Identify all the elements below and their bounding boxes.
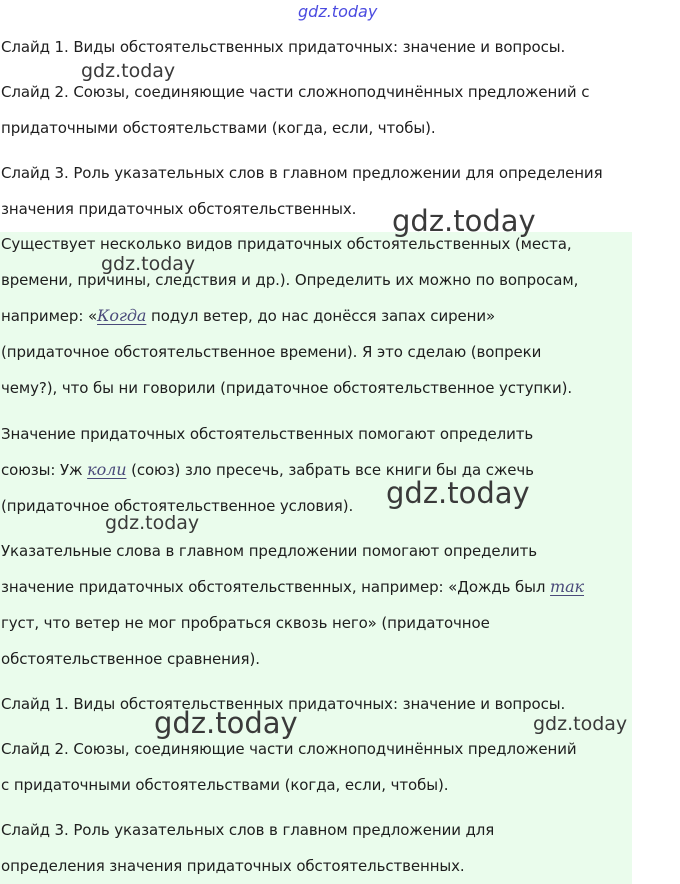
watermark: gdz.today xyxy=(105,512,200,534)
top-slide-3-line-1: Слайд 3. Роль указательных слов в главном предложении для определения xyxy=(1,164,603,182)
top-slide-2-line-1: Слайд 2. Союзы, соединяющие части сложноподчинённых предложений с xyxy=(1,83,590,101)
top-slide-3-line-2: значения придаточных обстоятельственных. xyxy=(1,200,357,218)
paragraph-conjunctions: Значение придаточных обстоятельственных помогают определить союзы: Уж коли (союз) зло пресечь, забрать все книги бы да сжечь (придаточное обстоятельственное условия). xyxy=(1,425,534,515)
watermark: gdz.today xyxy=(101,253,196,275)
watermark: gdz.today xyxy=(154,706,298,740)
handwritten-word-tak: так xyxy=(550,577,585,596)
watermark: gdz.today xyxy=(392,204,536,238)
handwritten-word-kogda: Когда xyxy=(97,306,147,325)
watermark: gdz.today xyxy=(386,476,530,510)
top-slide-2 xyxy=(1,74,589,146)
paragraph-types: Существует несколько видов придаточных обстоятельственных (места, времени, причины, следствия и др.). Определить их можно по вопросам, например: «Когда подул ветер, до нас донёсся запах сирени» (придаточное обстоятельственное времени). Я это сделаю (вопреки чему?), что бы ни говорили (придаточное обстоятельственное уступки). xyxy=(1,235,579,397)
paragraph-demonstratives: Указательные слова в главном предложении помогают определить значение придаточных обстоятельственных, например: «Дождь был так густ, что ветер не мог пробраться сквозь него» (придаточное обстоятельственное сравнения). xyxy=(1,542,585,668)
watermark-header: gdz.today xyxy=(298,2,378,21)
bottom-slide-3: Слайд 3. Роль указательных слов в главном предложении для определения значения придаточных обстоятельственных. xyxy=(1,821,495,875)
top-slide-2-line-2: придаточными обстоятельствами (когда, если, чтобы). xyxy=(1,119,436,137)
top-slide-1: Слайд 1. Виды обстоятельственных придаточных: значение и вопросы. xyxy=(1,38,566,56)
watermark: gdz.today xyxy=(533,713,628,735)
handwritten-word-koli: коли xyxy=(87,460,127,479)
bottom-slide-1: Слайд 1. Виды обстоятельственных придаточных: значение и вопросы. xyxy=(1,695,566,713)
bottom-slide-2: Слайд 2. Союзы, соединяющие части сложноподчинённых предложений с придаточными обстоятельствами (когда, если, чтобы). xyxy=(1,740,577,794)
watermark: gdz.today xyxy=(81,60,176,82)
